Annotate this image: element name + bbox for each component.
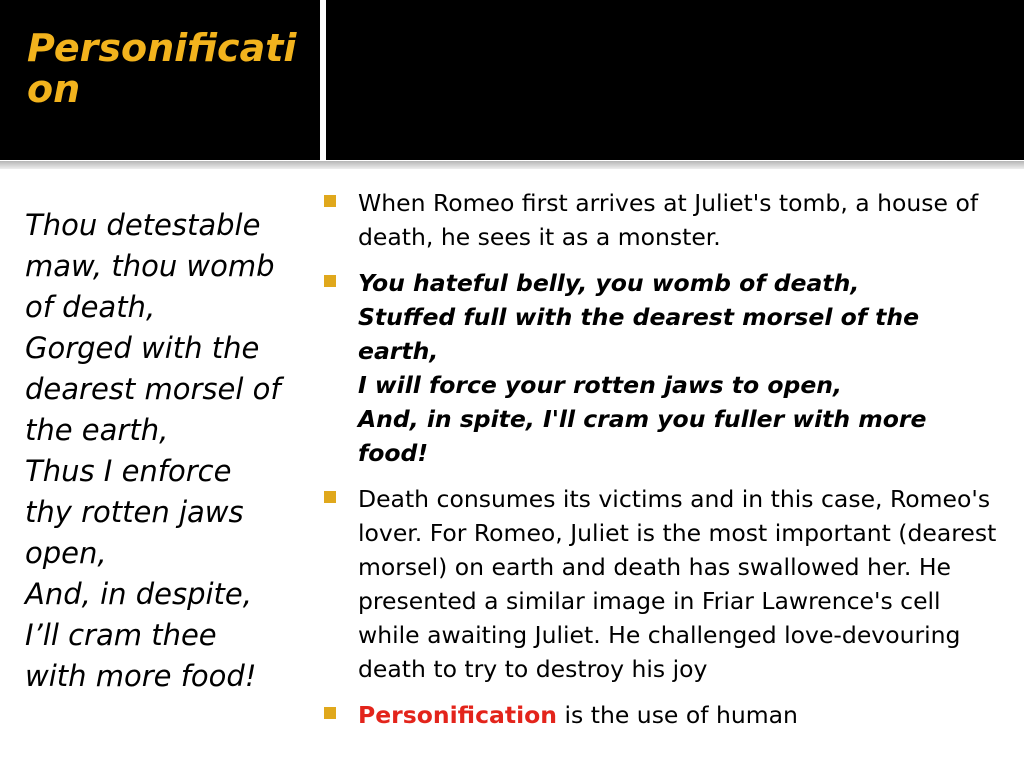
bullet-text: is the use of human — [557, 701, 798, 729]
bullet-item-modern-translation — [322, 266, 1002, 470]
bullet-text: Death consumes its victims and in this case, Romeo's lover. For Romeo, Juliet is the most important (dearest morsel) on earth and death has swallowed her. He presented a similar image in Friar Lawrence's cell while awaiting Juliet. He challenged love-devouring death to try to destroy his joy — [358, 485, 997, 683]
square-bullet-icon — [324, 275, 336, 287]
bullet-item — [322, 186, 1002, 254]
square-bullet-icon — [324, 707, 336, 719]
header-divider — [0, 161, 1024, 169]
square-bullet-icon — [324, 491, 336, 503]
bullet-item-definition — [322, 698, 1002, 732]
slide-title: Personification — [27, 26, 297, 111]
bullet-text: When Romeo first arrives at Juliet's tomb, a house of death, he sees it as a monster. — [358, 189, 979, 251]
square-bullet-icon — [324, 195, 336, 207]
original-quote: Thou detestable maw, thou womb of death, Gorged with the dearest morsel of the earth, Thus I enforce thy rotten jaws open, And, in despite, I’ll cram thee with more food! — [25, 208, 281, 693]
header-right-panel — [326, 0, 1024, 160]
definition-term: Personification — [358, 701, 558, 729]
bullet-item — [322, 482, 1002, 686]
bullet-list — [322, 186, 1002, 744]
bullet-text: You hateful belly, you womb of death, Stuffed full with the dearest morsel of the earth, I will force your rotten jaws to open, And, in spite, I'll cram you fuller with more food! — [358, 269, 927, 467]
